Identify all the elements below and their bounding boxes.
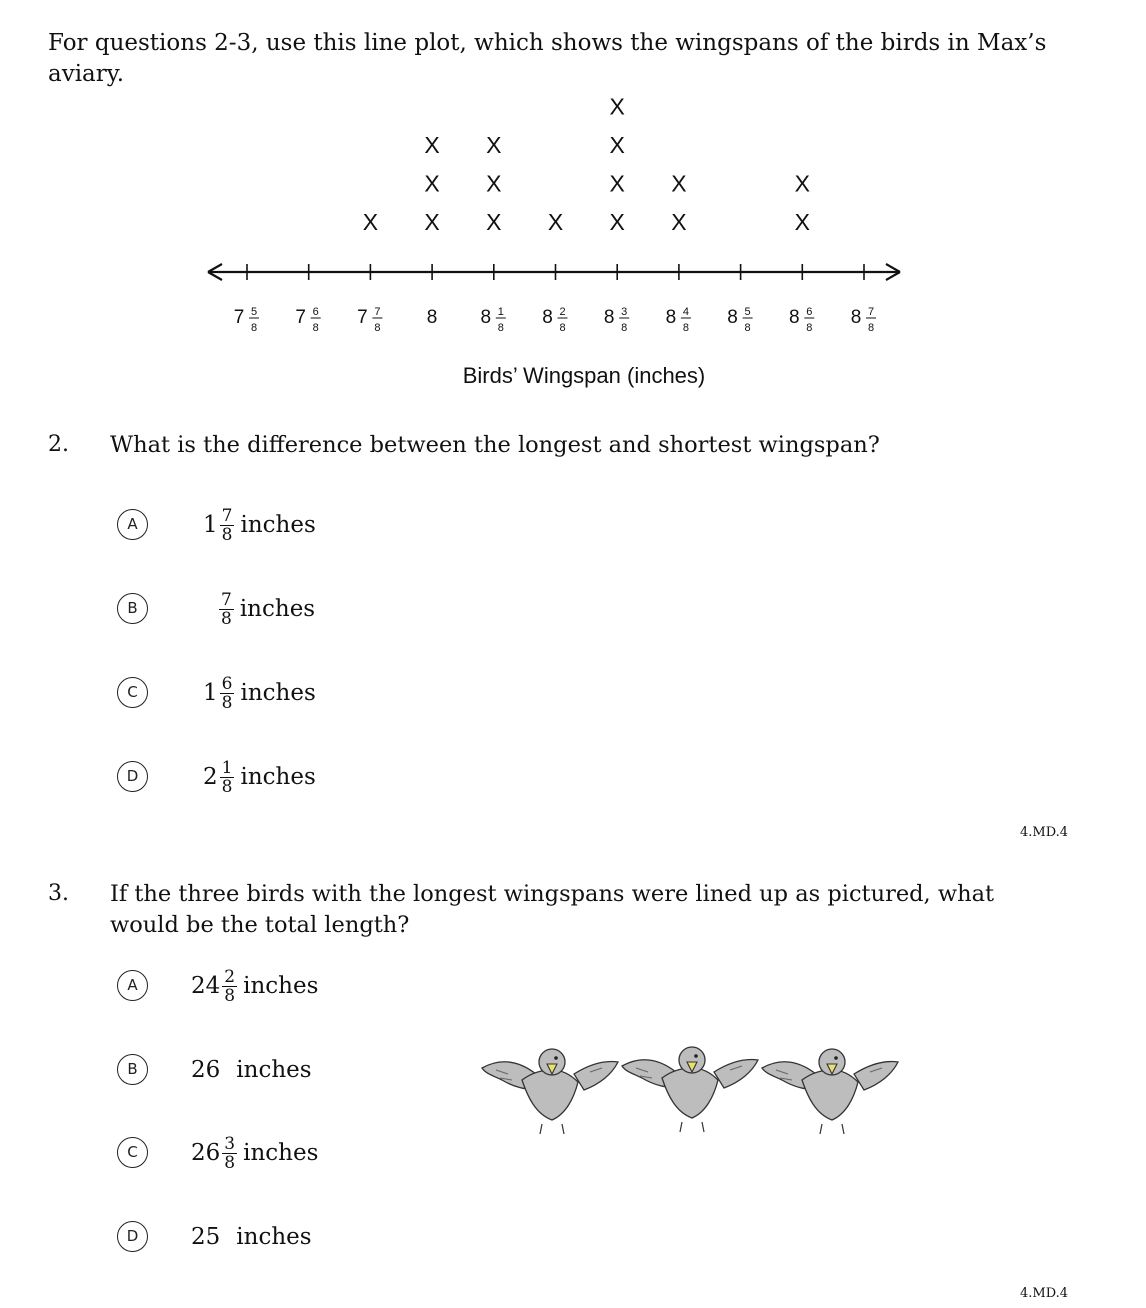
- q3-choice-c[interactable]: [117, 1133, 537, 1173]
- choice-answer: [203, 757, 316, 797]
- data-point-x-mark: X: [794, 209, 810, 235]
- tick-label-denominator: 8: [250, 322, 258, 334]
- q2-standard-code: 4.MD.4: [1020, 825, 1069, 840]
- tick-label-denominator: 8: [867, 322, 875, 334]
- tick-label-numerator: 5: [250, 306, 258, 318]
- tick-label-numerator: 1: [497, 306, 504, 318]
- choice-letter-bubble[interactable]: B: [117, 593, 148, 624]
- data-point-x-mark: X: [609, 93, 625, 120]
- data-point-x-mark: X: [671, 170, 687, 197]
- tick-label-denominator: 8: [497, 322, 504, 334]
- q2-choice-d[interactable]: [117, 757, 537, 797]
- q2-choice-c[interactable]: [117, 673, 537, 713]
- answer-whole-number: 24: [191, 973, 221, 999]
- choice-letter-bubble[interactable]: C: [117, 677, 148, 708]
- tick-label-denominator: 8: [744, 322, 751, 334]
- data-point-x-mark: X: [609, 209, 625, 235]
- tick-label-numerator: 7: [374, 306, 381, 318]
- answer-unit: inches: [236, 1224, 312, 1250]
- choice-letter-bubble[interactable]: A: [117, 509, 148, 540]
- answer-unit: inches: [240, 680, 316, 706]
- tick-label-denominator: 8: [374, 322, 381, 334]
- instructions-text: For questions 2-3, use this line plot, which shows the wingspans of the birds in Max’s aviary.: [48, 30, 1047, 87]
- q3-choice-a[interactable]: [117, 966, 537, 1006]
- tick-label-numerator: 7: [867, 306, 875, 318]
- answer-unit: inches: [240, 764, 316, 790]
- data-point-x-mark: X: [424, 170, 440, 197]
- tick-label-whole: 8: [542, 307, 553, 328]
- data-point-x-mark: X: [609, 132, 625, 158]
- answer-fraction: $\frac{3}{8}$: [224, 1133, 236, 1173]
- choice-answer: [191, 1050, 312, 1090]
- tick-label-whole: 8: [480, 307, 492, 328]
- tick-label-whole: 8: [603, 307, 615, 328]
- question-2-number: 2.: [48, 432, 69, 457]
- choice-answer: [203, 505, 316, 545]
- data-point-x-mark: X: [609, 170, 625, 197]
- answer-whole-number: 26: [191, 1057, 221, 1083]
- answer-unit: inches: [243, 1140, 319, 1166]
- tick-label-numerator: 2: [559, 306, 566, 318]
- q2-choice-b[interactable]: [117, 589, 537, 629]
- answer-unit: inches: [240, 512, 316, 538]
- q3-choice-d[interactable]: [117, 1217, 537, 1257]
- tick-label-numerator: 6: [806, 306, 813, 318]
- answer-unit: inches: [239, 596, 316, 622]
- choice-letter-bubble[interactable]: D: [117, 1221, 148, 1252]
- q2-choice-a[interactable]: [117, 505, 537, 545]
- axis-label: Birds’ Wingspan (inches): [462, 363, 706, 388]
- answer-whole-number: 2: [203, 764, 218, 790]
- choice-letter-bubble[interactable]: A: [117, 970, 148, 1001]
- answer-whole-number: 26: [191, 1140, 221, 1166]
- choice-letter-bubble[interactable]: D: [117, 761, 148, 792]
- question-3-text: If the three birds with the longest wingspans were lined up as pictured, what would be the total length?: [110, 881, 995, 938]
- answer-fraction: $\frac{2}{8}$: [224, 966, 236, 1006]
- bird-1-icon: [482, 1049, 618, 1134]
- tick-label-whole: 7: [357, 307, 368, 328]
- data-point-x-mark: X: [486, 209, 502, 235]
- tick-label-whole: 8: [426, 307, 438, 328]
- tick-label-denominator: 8: [806, 322, 813, 334]
- choice-letter-bubble[interactable]: C: [117, 1137, 148, 1168]
- tick-label-whole: 7: [233, 307, 245, 328]
- data-point-x-mark: X: [671, 209, 687, 235]
- answer-fraction: $\frac{1}{8}$: [221, 757, 233, 797]
- answer-whole-number: 25: [191, 1224, 221, 1250]
- tick-label-denominator: 8: [312, 322, 319, 334]
- choice-letter-bubble[interactable]: B: [117, 1054, 148, 1085]
- tick-label-denominator: 8: [559, 322, 566, 334]
- data-point-x-mark: X: [424, 209, 440, 235]
- bird-2-icon: [622, 1047, 758, 1132]
- question-2-text: What is the difference between the longest and shortest wingspan?: [110, 432, 880, 458]
- answer-whole-number: 1: [203, 512, 218, 538]
- line-plot: [0, 90, 1146, 400]
- answer-unit: inches: [236, 1057, 312, 1083]
- bird-3-icon: [762, 1049, 898, 1134]
- data-point-x-mark: X: [486, 132, 502, 158]
- q3-choice-b[interactable]: [117, 1050, 537, 1090]
- answer-fraction: $\frac{6}{8}$: [221, 673, 233, 713]
- choice-answer: [203, 673, 316, 713]
- tick-label-numerator: 5: [744, 306, 751, 318]
- answer-unit: inches: [243, 973, 319, 999]
- answer-fraction: $\frac{7}{8}$: [221, 505, 233, 545]
- data-point-x-mark: X: [362, 209, 379, 235]
- tick-label-whole: 8: [665, 307, 677, 328]
- tick-label-whole: 8: [850, 307, 862, 328]
- question-3-number: 3.: [48, 881, 69, 906]
- tick-label-denominator: 8: [621, 322, 628, 334]
- tick-label-denominator: 8: [682, 322, 689, 334]
- choice-answer: [191, 1133, 318, 1173]
- q3-standard-code: 4.MD.4: [1020, 1286, 1069, 1301]
- tick-label-numerator: 6: [312, 306, 319, 318]
- data-point-x-mark: X: [794, 170, 810, 197]
- tick-label-numerator: 4: [682, 306, 689, 318]
- tick-label-whole: 8: [727, 307, 738, 328]
- data-point-x-mark: X: [424, 132, 440, 158]
- data-point-x-mark: X: [486, 170, 502, 197]
- answer-whole-number: 1: [203, 680, 218, 706]
- three-birds-illustration: [478, 1038, 908, 1138]
- answer-fraction: $\frac{7}{8}$: [221, 589, 232, 629]
- tick-label-numerator: 3: [621, 306, 628, 318]
- tick-label-whole: 7: [295, 307, 306, 328]
- data-point-x-mark: X: [547, 209, 564, 235]
- choice-answer: [217, 589, 315, 629]
- choice-answer: [191, 1217, 312, 1257]
- choice-answer: [191, 966, 318, 1006]
- tick-label-whole: 8: [789, 307, 800, 328]
